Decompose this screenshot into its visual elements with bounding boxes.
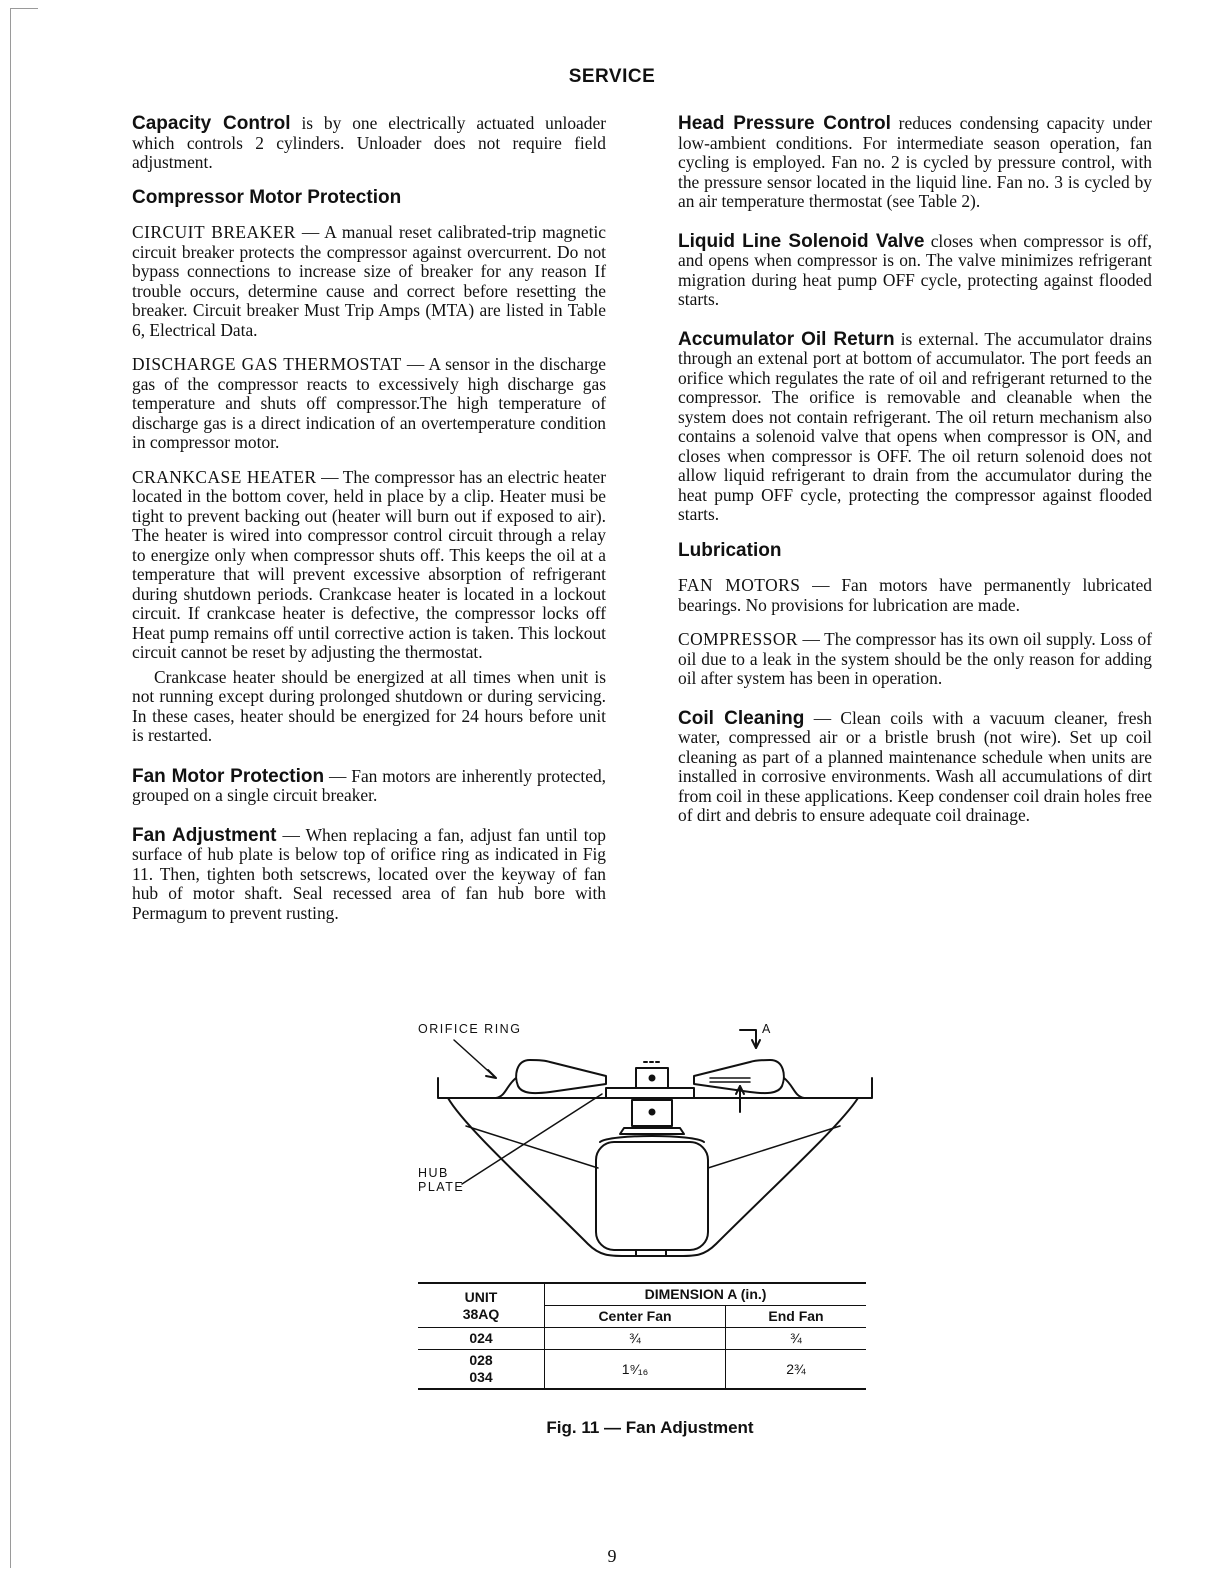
dimension-header: DIMENSION A (in.) [545,1283,867,1306]
discharge-gas-thermostat-body: — A sensor in the discharge gas of the compressor reacts to excessively high discharge gas temperature and shuts off compressor.The high temperature of discharge gas is a direct indication of an overtemperature condition in compressor motor. [132,354,606,452]
fan-motor-protection-title: Fan Motor Protection [132,765,325,787]
crankcase-heater-body: — The compressor has an electric heater located in the bottom cover, held in place by a clip. Heater musi be tight to prevent backing out (heater will burn out if exposed to air). The heater is wired into compressor control circuit through a relay to energize only when compressor shuts off. This keeps the oil at a temperature that will prevent excessive absorption of refrigerant during shutdown periods. Crankcase heater is located in a lockout circuit. If crankcase heater is defective, the compressor locks off Heat pump remains off until corrective action is taken. This lockout circuit cannot be reset by adjusting the thermostat. [132,466,606,662]
head-pressure-control-title: Head Pressure Control [678,113,891,134]
unit-header-line1: UNIT [464,1288,498,1305]
capacity-control-title: Capacity Control [132,113,291,134]
fan-motors-label: FAN MOTORS [678,575,801,595]
coil-cleaning-paragraph [678,709,1152,826]
end-fan-header: End Fan [768,1308,824,1324]
center-fan-header: Center Fan [545,1306,726,1328]
accumulator-oil-return-paragraph [678,330,1152,525]
crankcase-note-paragraph: Crankcase heater should be energized at all times when unit is not running except during prolonged shutdown or during servicing. In these cases, heater should be energized for 24 hours before unit is restarted. [132,666,606,745]
orifice-curve-left [496,1078,516,1098]
orifice-curve-right [784,1078,804,1098]
strut-left [466,1126,598,1168]
unit-cell: 024 [418,1328,545,1350]
hub-setscrew-top [650,1076,655,1081]
unit-cell [418,1350,545,1390]
dimension-a-label: A [762,1022,772,1036]
hub-label: HUB [418,1166,449,1180]
compressor-lubrication-paragraph [678,630,1152,689]
head-pressure-control-paragraph [678,114,1152,212]
circuit-breaker-paragraph [132,223,606,340]
crankcase-heater-paragraph [132,468,606,663]
table-row [418,1350,866,1390]
end-fan-cell: ¾ [790,1330,802,1346]
coil-cleaning-body: — Clean coils with a vacuum cleaner, fresh water, compressed air or a bristle brush (not wire). Set up coil cleaning as part of a planned maintenance schedule when units are installed in corrosive environments. Wash all accumulations of dirt from coil in these applications. Keep condenser coil drain holes free of dirt and debris to ensure adequate coil drainage. [678,707,1152,825]
liquid-line-solenoid-paragraph [678,232,1152,310]
unit-header-line2: 38AQ [462,1305,500,1322]
coil-cleaning-title: Coil Cleaning [678,707,805,729]
capacity-control-paragraph [132,114,606,173]
compressor-motor-protection-heading: Compressor Motor Protection [132,186,402,208]
dimension-table [418,1282,866,1390]
fan-motor-protection-paragraph [132,767,606,806]
center-fan-cell: 1⁹⁄₁₆ [545,1350,726,1390]
unit-header [418,1283,545,1328]
accumulator-oil-return-body: is external. The accumulator drains through an extenal port at bottom of accumulator. The port feeds an orifice which regulates the rate of oil and refrigerant returned to the compressor. The orifice is removable and cleanable when the system does not contain refrigerant. The oil return mechanism also contains a solenoid valve that opens when compressor is ON, and closes when compressor is OFF. The oil return solenoid does not allow liquid refrigerant to drain from the accumulator during the heat pump OFF cycle, protecting the compressor against flooded starts. [678,328,1153,524]
motor-body [596,1142,708,1250]
hub-plate [606,1088,694,1098]
discharge-gas-thermostat-paragraph [132,355,606,453]
circuit-breaker-label: CIRCUIT BREAKER [132,222,296,242]
fan-adjustment-title: Fan Adjustment [132,824,277,846]
liquid-line-solenoid-body: closes when compressor is off, and opens when compressor is on. The valve minimizes refrigerant migration during heat pump OFF cycle, protecting against flooded starts. [678,230,1152,309]
page-number: 9 [607,1546,617,1566]
motor-mount-plate [620,1128,684,1134]
circuit-breaker-body: — A manual reset calibrated-trip magnetic circuit breaker protects the compressor against overcurrent. Do not bypass connections to increase size of breaker for any reason If trouble occurs, determine cause and correct before resetting the breaker. Circuit breaker Must Trip Amps (MTA) are listed in Table 6, Electrical Data. [132,222,606,340]
dimension-a-extension [710,1078,750,1082]
right-column [678,114,1152,841]
strut-right [708,1126,840,1168]
accumulator-oil-return-title: Accumulator Oil Return [678,328,895,350]
fan-adjustment-body: — When replacing a fan, adjust fan until top surface of hub plate is below top of orifice ring as indicated in Fig 11. Then, tighten both setscrews, located over the keyway of fan hub of motor shaft. Seal recessed area of fan hub bore with Permagum to prevent rusting. [132,824,606,923]
fan-adjustment-paragraph [132,826,606,924]
fan-adjustment-figure [410,1016,890,1274]
compressor-lubrication-body: — The compressor has its own oil supply. Loss of oil due to a leak in the system should be the only reason for adding oil after system has been in operation. [678,629,1152,688]
page-title: SERVICE [568,66,656,87]
center-fan-cell: ¾ [545,1328,726,1350]
shaft-setscrew [650,1110,655,1115]
left-column [132,114,606,938]
figure-caption: Fig. 11 — Fan Adjustment [546,1418,754,1437]
fan-motors-paragraph [678,576,1152,615]
plate-label: PLATE [418,1180,465,1194]
unit-cell-line2: 034 [469,1369,493,1385]
orifice-ring-label: ORIFICE RING [418,1022,522,1036]
lubrication-heading: Lubrication [678,539,782,561]
end-fan-cell: 2¾ [786,1360,806,1377]
housing-outline [448,1098,858,1256]
discharge-gas-thermostat-label: DISCHARGE GAS THERMOSTAT [132,354,402,374]
fan-motor-protection-body: — Fan motors are inherently protected, grouped on a single circuit breaker. [132,765,606,805]
fan-blade-left [516,1060,606,1093]
fan-assembly-diagram [410,1016,890,1274]
head-pressure-control-body: reduces condensing capacity under low-ambient conditions. For intermediate season operation, fan cycling is employed. Fan no. 2 is cycled by pressure control, with the pressure sensor located in the liquid line. Fan no. 3 is cycled by an air temperature thermostat (see Table 2). [678,113,1152,211]
fan-motors-body: — Fan motors have permanently lubricated bearings. No provisions for lubrication are made. [678,575,1152,615]
unit-cell-line1: 028 [469,1352,493,1368]
liquid-line-solenoid-title: Liquid Line Solenoid Valve [678,230,925,252]
page-edge-line [10,8,11,1568]
capacity-control-body: is by one electrically actuated unloader which controls 2 cylinders. Unloader does not require field adjustment. [132,113,606,172]
compressor-lubrication-label: COMPRESSOR [678,629,799,649]
table-row [418,1328,866,1350]
page-corner-line [10,8,38,9]
crankcase-heater-label: CRANKCASE HEATER [132,466,317,487]
